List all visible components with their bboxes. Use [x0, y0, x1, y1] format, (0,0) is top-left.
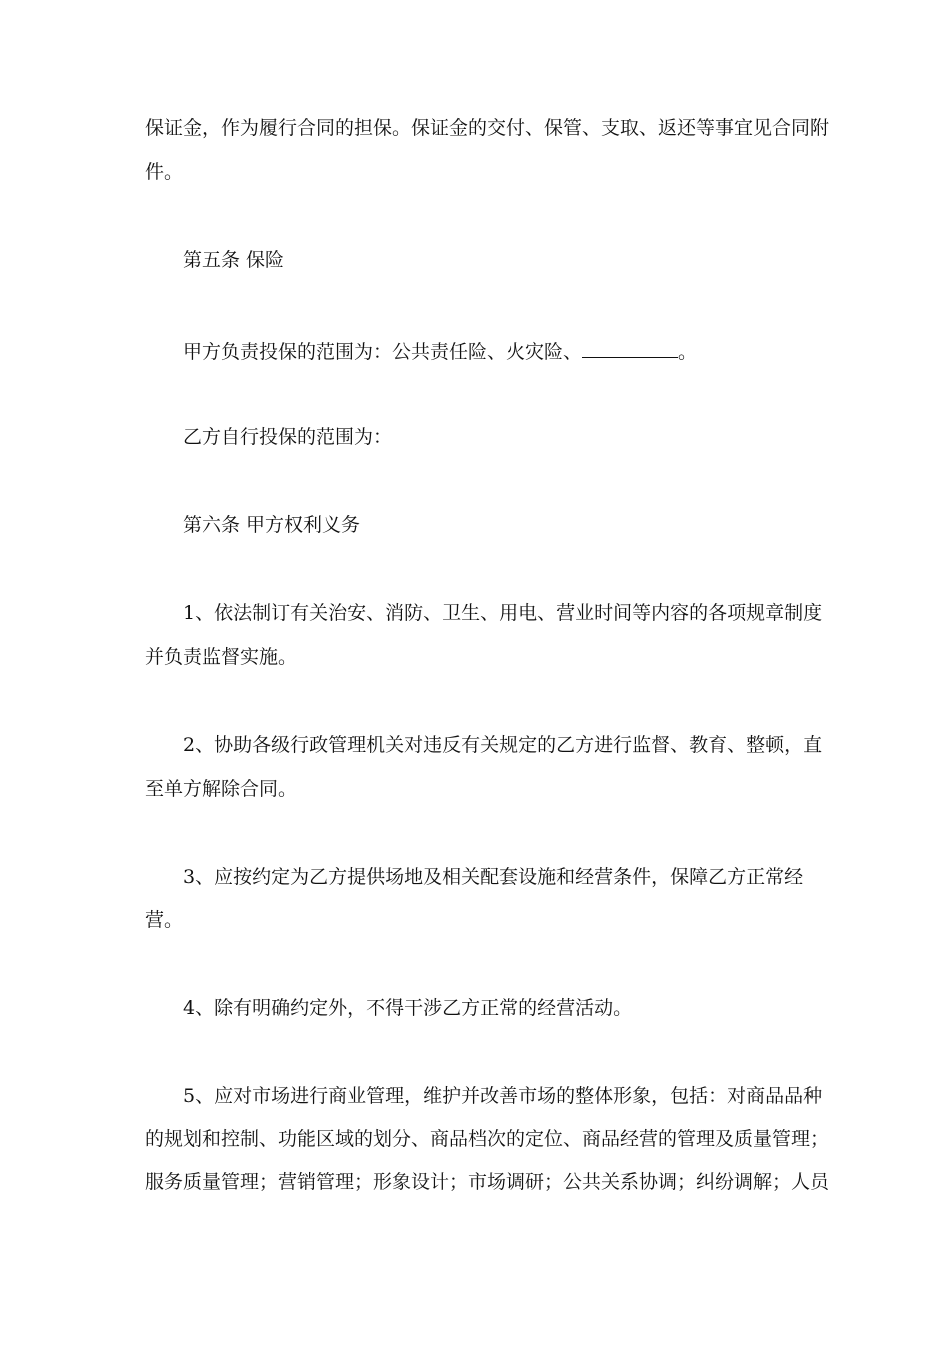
party-b-insurance-line: 乙方自行投保的范围为： [183, 426, 393, 448]
item-2-line-1: 2、协助各级行政管理机关对违反有关规定的乙方进行监督、教育、整顿，直 [183, 734, 823, 756]
party-a-insurance-line [183, 339, 810, 364]
insurance-blank-field[interactable] [582, 339, 678, 358]
deposit-line-1: 保证金，作为履行合同的担保。保证金的交付、保管、支取、返还等事宜见合同附 [145, 117, 830, 139]
party-a-insurance-end: 。 [678, 341, 698, 363]
item-5-line-2: 的规划和控制、功能区域的划分、商品档次的定位、商品经营的管理及质量管理； [145, 1128, 830, 1150]
item-5-line-1: 5、应对市场进行商业管理，维护并改善市场的整体形象，包括：对商品品种 [183, 1085, 823, 1107]
article-6-heading: 第六条 甲方权利义务 [183, 514, 361, 536]
item-3-line-2: 营。 [145, 909, 184, 931]
deposit-line-2: 件。 [145, 161, 184, 183]
article-5-heading: 第五条 保险 [183, 249, 285, 271]
item-5-line-3: 服务质量管理；营销管理；形象设计；市场调研；公共关系协调；纠纷调解；人员 [145, 1171, 830, 1193]
item-2-line-2: 至单方解除合同。 [145, 778, 298, 800]
item-1-line-1: 1、依法制订有关治安、消防、卫生、用电、营业时间等内容的各项规章制度 [183, 602, 823, 624]
party-a-insurance-text: 甲方负责投保的范围为：公共责任险、火灾险、 [183, 341, 583, 363]
item-3-line-1: 3、应按约定为乙方提供场地及相关配套设施和经营条件，保障乙方正常经 [183, 866, 804, 888]
item-1-line-2: 并负责监督实施。 [145, 646, 298, 668]
item-4-line: 4、除有明确约定外，不得干涉乙方正常的经营活动。 [183, 997, 633, 1019]
